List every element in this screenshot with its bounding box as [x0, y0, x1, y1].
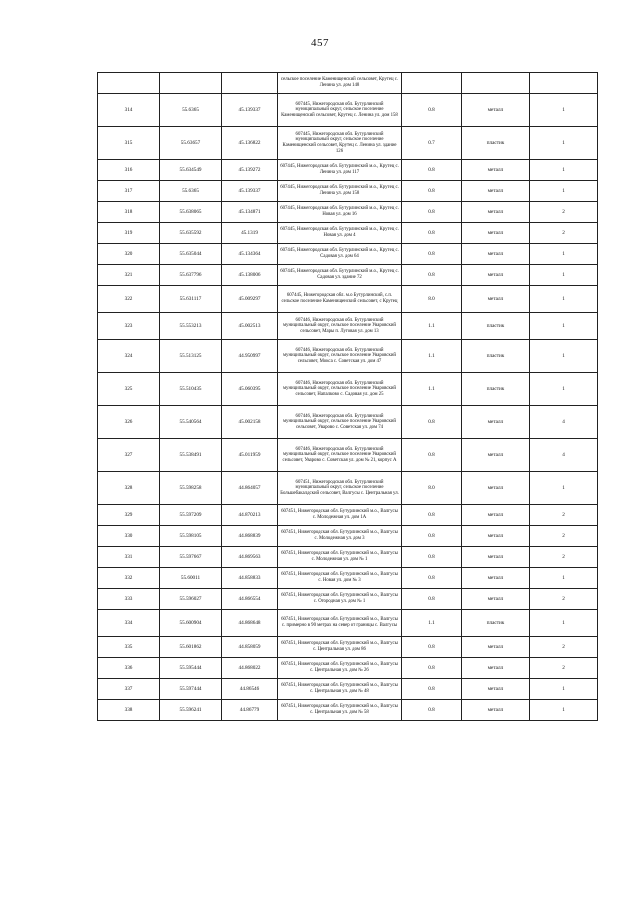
cell-lat: 55.601862 [160, 637, 222, 658]
cell-address: 607451, Нижегородская обл. Бутурлинский м.о., Валгусы с. Новая ул. дом № 3 [278, 568, 402, 589]
cell-count: 1 [530, 244, 598, 265]
cell-lon: 45.138006 [222, 265, 278, 286]
cell-volume: 0.7 [402, 127, 462, 160]
cell-lon: 45.002158 [222, 406, 278, 439]
cell-lat: 55.635592 [160, 223, 222, 244]
cell-num: 333 [98, 589, 160, 610]
table-row [98, 127, 598, 160]
cell-count [530, 73, 598, 94]
cell-lon: 45.1319 [222, 223, 278, 244]
table-row [98, 94, 598, 127]
cell-lat: 55.637796 [160, 265, 222, 286]
cell-num: 338 [98, 700, 160, 721]
cell-address: 607445, Нижегородская обл. Бутурлинский м.о., Крутец с. Новая ул. дом 16 [278, 202, 402, 223]
cell-num: 336 [98, 658, 160, 679]
cell-lat: 55.63657 [160, 127, 222, 160]
cell-volume: 0.8 [402, 160, 462, 181]
cell-lon: 44.868648 [222, 610, 278, 637]
cell-count: 1 [530, 340, 598, 373]
cell-lat: 55.638065 [160, 202, 222, 223]
table-row [98, 526, 598, 547]
cell-volume: 0.8 [402, 547, 462, 568]
cell-address: 607451, Нижегородская обл. Бутурлинский м.о., Валгусы с. примерно в 90 метрах на север от границы с. Валгусы [278, 610, 402, 637]
cell-lat: 55.635044 [160, 244, 222, 265]
cell-num: 321 [98, 265, 160, 286]
cell-count: 2 [530, 202, 598, 223]
cell-lat: 55.597667 [160, 547, 222, 568]
cell-material: металл [462, 658, 530, 679]
page-number: 457 [311, 37, 329, 49]
table-row [98, 244, 598, 265]
cell-lat: 55.596241 [160, 700, 222, 721]
table-row [98, 472, 598, 505]
cell-count: 1 [530, 568, 598, 589]
cell-lon: 44.858059 [222, 637, 278, 658]
cell-num: 337 [98, 679, 160, 700]
cell-volume: 0.8 [402, 94, 462, 127]
cell-volume: 0.8 [402, 181, 462, 202]
cell-lon: 45.139337 [222, 181, 278, 202]
table-row [98, 439, 598, 472]
cell-address: 607446, Нижегородская обл. Бутурлинский муниципальный округ, сельское поселение Уваровский сельсовет, Напалково с. Садовая ул. дом 25 [278, 373, 402, 406]
cell-lon: 44.86546 [222, 679, 278, 700]
table-row [98, 160, 598, 181]
cell-volume: 0.8 [402, 568, 462, 589]
cell-lat: 55.553213 [160, 313, 222, 340]
cell-num: 322 [98, 286, 160, 313]
cell-volume: 0.8 [402, 505, 462, 526]
cell-address: 607445, Нижегородская обл. м.о Бутурлинский, с.п. сельское поселение Каменищенский сельсовет, с Крутец [278, 286, 402, 313]
cell-lon: 44.868022 [222, 658, 278, 679]
cell-material: пластик [462, 127, 530, 160]
cell-volume: 0.8 [402, 406, 462, 439]
cell-count: 2 [530, 526, 598, 547]
cell-lat: 55.600904 [160, 610, 222, 637]
cell-material: пластик [462, 313, 530, 340]
cell-volume: 8.0 [402, 286, 462, 313]
cell-material: металл [462, 439, 530, 472]
cell-num: 315 [98, 127, 160, 160]
cell-num: 334 [98, 610, 160, 637]
cell-address: 607446, Нижегородская обл. Бутурлинский муниципальный округ, сельское поселение Уваровский сельсовет, Мокса с. Советская ул. дом 47 [278, 340, 402, 373]
cell-material: металл [462, 406, 530, 439]
cell-lat: 55.513125 [160, 340, 222, 373]
cell-lon: 45.136822 [222, 127, 278, 160]
cell-lat: 55.597444 [160, 679, 222, 700]
cell-material: металл [462, 202, 530, 223]
cell-num: 330 [98, 526, 160, 547]
table-row [98, 679, 598, 700]
table-row [98, 286, 598, 313]
table-row-continuation [98, 73, 598, 94]
cell-volume: 0.8 [402, 637, 462, 658]
cell-address: 607445, Нижегородская обл. Бутурлинский м.о., Крутец с. Садовая ул. дом 64 [278, 244, 402, 265]
cell-num: 325 [98, 373, 160, 406]
table-row [98, 589, 598, 610]
cell-lon: 44.86779 [222, 700, 278, 721]
cell-count: 1 [530, 94, 598, 127]
table-row [98, 265, 598, 286]
cell-count: 1 [530, 313, 598, 340]
cell-lat: 55.60011 [160, 568, 222, 589]
cell-count: 1 [530, 286, 598, 313]
cell-address: 607445, Нижегородская обл. Бутурлинский муниципальный округ, сельское поселение Каменищенский сельсовет, Крутец с. Ленина ул. дом 158 [278, 94, 402, 127]
cell-volume: 1.1 [402, 340, 462, 373]
cell-lon: 45.002513 [222, 313, 278, 340]
cell-lon: 44.866554 [222, 589, 278, 610]
cell-lat: 55.510435 [160, 373, 222, 406]
cell-material: металл [462, 244, 530, 265]
cell-volume: 0.8 [402, 223, 462, 244]
cell-address: 607446, Нижегородская обл. Бутурлинский муниципальный округ, сельское поселение Уваровский сельсовет, Мары п. Луговая ул. дом 13 [278, 313, 402, 340]
cell-num: 327 [98, 439, 160, 472]
table-row [98, 505, 598, 526]
cell-lon: 45.139337 [222, 94, 278, 127]
cell-lat: 55.631117 [160, 286, 222, 313]
cell-lon: 45.060395 [222, 373, 278, 406]
cell-address: 607445, Нижегородская обл. Бутурлинский муниципальный округ, сельское поселение Каменищенский сельсовет, Крутец с. Ленина ул. здание 126 [278, 127, 402, 160]
cell-num: 335 [98, 637, 160, 658]
cell-material: металл [462, 472, 530, 505]
cell-lon: 44.950997 [222, 340, 278, 373]
cell-num: 316 [98, 160, 160, 181]
cell-volume: 0.8 [402, 202, 462, 223]
cell-material: металл [462, 505, 530, 526]
cell-num [98, 73, 160, 94]
cell-count: 2 [530, 589, 598, 610]
cell-lat: 55.597209 [160, 505, 222, 526]
cell-lat: 55.596027 [160, 589, 222, 610]
cell-count: 1 [530, 265, 598, 286]
cell-count: 2 [530, 223, 598, 244]
cell-lat: 55.540564 [160, 406, 222, 439]
cell-count: 2 [530, 547, 598, 568]
cell-volume: 0.8 [402, 526, 462, 547]
cell-lat: 55.595444 [160, 658, 222, 679]
cell-volume: 0.8 [402, 679, 462, 700]
cell-lat: 55.6365 [160, 94, 222, 127]
table-row [98, 202, 598, 223]
table-row [98, 637, 598, 658]
cell-address: 607446, Нижегородская обл. Бутурлинский муниципальный округ, сельское поселение Уваровский сельсовет, Уварово с. Советская ул. дом № 21, корпус А [278, 439, 402, 472]
cell-count: 1 [530, 700, 598, 721]
cell-address: 607451, Нижегородская обл. Бутурлинский муниципальный округ, сельское поселение Большебакалдский сельсовет, Валгусы с. Центральная ул. [278, 472, 402, 505]
cell-volume: 8.0 [402, 472, 462, 505]
cell-num: 329 [98, 505, 160, 526]
cell-count: 1 [530, 679, 598, 700]
cell-count: 1 [530, 373, 598, 406]
cell-material: металл [462, 265, 530, 286]
table-row [98, 223, 598, 244]
cell-volume [402, 73, 462, 94]
cell-num: 319 [98, 223, 160, 244]
cell-lon: 44.869563 [222, 547, 278, 568]
cell-volume: 0.8 [402, 439, 462, 472]
cell-count: 2 [530, 505, 598, 526]
cell-volume: 1.1 [402, 610, 462, 637]
cell-material: металл [462, 223, 530, 244]
cell-address: 607451, Нижегородская обл. Бутурлинский м.о., Валгусы с. Центральная ул. дом № 48 [278, 679, 402, 700]
table-row [98, 547, 598, 568]
container-sites-table [97, 72, 598, 721]
table-row [98, 313, 598, 340]
cell-material: металл [462, 94, 530, 127]
cell-address: 607445, Нижегородская обл. Бутурлинский м.о., Крутец с. Ленина ул. дом 158 [278, 181, 402, 202]
cell-num: 324 [98, 340, 160, 373]
cell-volume: 1.1 [402, 313, 462, 340]
cell-material: пластик [462, 373, 530, 406]
cell-address: 607451, Нижегородская обл. Бутурлинский м.о., Валгусы с. Центральная ул. дом № 26 [278, 658, 402, 679]
cell-material: металл [462, 160, 530, 181]
cell-address: 607446, Нижегородская обл. Бутурлинский муниципальный округ, сельское поселение Уваровский сельсовет, Уварово с. Советская ул. дом 74 [278, 406, 402, 439]
cell-lon: 45.139272 [222, 160, 278, 181]
cell-lon: 44.864057 [222, 472, 278, 505]
cell-lat: 55.598258 [160, 472, 222, 505]
cell-material: металл [462, 637, 530, 658]
cell-lon: 44.868839 [222, 526, 278, 547]
cell-address: 607445, Нижегородская обл. Бутурлинский м.о., Крутец с. Садовая ул. здание 72 [278, 265, 402, 286]
table-body [98, 73, 598, 721]
cell-address: 607451, Нижегородская обл. Бутурлинский м.о., Валгусы с. Молодежная ул. дом № 1 [278, 547, 402, 568]
cell-lat: 55.598105 [160, 526, 222, 547]
cell-material: пластик [462, 610, 530, 637]
cell-material: пластик [462, 340, 530, 373]
cell-material: металл [462, 526, 530, 547]
cell-lat: 55.538491 [160, 439, 222, 472]
cell-count: 1 [530, 181, 598, 202]
cell-num: 326 [98, 406, 160, 439]
cell-address: сельское поселение Каменищенский сельсовет, Крутец с. Ленина ул. дом 148 [278, 73, 402, 94]
cell-num: 318 [98, 202, 160, 223]
cell-num: 328 [98, 472, 160, 505]
cell-material: металл [462, 700, 530, 721]
cell-address: 607451, Нижегородская обл. Бутурлинский м.о., Валгусы с. Молодежная ул. дом 1А [278, 505, 402, 526]
cell-count: 1 [530, 160, 598, 181]
cell-num: 331 [98, 547, 160, 568]
cell-lon: 44.870213 [222, 505, 278, 526]
table-row [98, 406, 598, 439]
cell-material [462, 73, 530, 94]
cell-lon: 45.011959 [222, 439, 278, 472]
cell-count: 1 [530, 610, 598, 637]
cell-address: 607451, Нижегородская обл. Бутурлинский м.о., Валгусы с. Центральная ул. дом № 58 [278, 700, 402, 721]
cell-count: 2 [530, 658, 598, 679]
cell-material: металл [462, 568, 530, 589]
cell-lat [160, 73, 222, 94]
cell-material: металл [462, 589, 530, 610]
cell-count: 1 [530, 127, 598, 160]
table-row [98, 181, 598, 202]
cell-lon: 44.858833 [222, 568, 278, 589]
cell-volume: 0.8 [402, 589, 462, 610]
table-row [98, 610, 598, 637]
cell-material: металл [462, 286, 530, 313]
cell-address: 607451, Нижегородская обл. Бутурлинский м.о., Валгусы с. Молодежная ул. дом 3 [278, 526, 402, 547]
cell-lat: 55.634549 [160, 160, 222, 181]
cell-material: металл [462, 547, 530, 568]
cell-num: 320 [98, 244, 160, 265]
cell-address: 607451, Нижегородская обл. Бутурлинский м.о., Валгусы с. Центральная ул. дом 86 [278, 637, 402, 658]
cell-num: 332 [98, 568, 160, 589]
cell-material: металл [462, 679, 530, 700]
cell-volume: 0.8 [402, 700, 462, 721]
cell-count: 4 [530, 406, 598, 439]
cell-lon: 45.009297 [222, 286, 278, 313]
cell-lat: 55.6365 [160, 181, 222, 202]
table-row [98, 568, 598, 589]
table-row [98, 373, 598, 406]
cell-lon: 45.134364 [222, 244, 278, 265]
table-row [98, 340, 598, 373]
cell-num: 314 [98, 94, 160, 127]
cell-lon: 45.134871 [222, 202, 278, 223]
cell-count: 2 [530, 637, 598, 658]
cell-lon [222, 73, 278, 94]
cell-address: 607445, Нижегородская обл. Бутурлинский м.о., Крутец с. Ленина ул. дом 117 [278, 160, 402, 181]
cell-count: 1 [530, 472, 598, 505]
table-row [98, 658, 598, 679]
cell-address: 607445, Нижегородская обл. Бутурлинский м.о., Крутец с. Новая ул. дом 4 [278, 223, 402, 244]
cell-volume: 0.8 [402, 658, 462, 679]
cell-count: 4 [530, 439, 598, 472]
cell-num: 317 [98, 181, 160, 202]
table-row [98, 700, 598, 721]
cell-address: 607451, Нижегородская обл. Бутурлинский м.о., Валгусы с. Огородная ул. дом № 1 [278, 589, 402, 610]
cell-num: 323 [98, 313, 160, 340]
cell-material: металл [462, 181, 530, 202]
cell-volume: 0.8 [402, 244, 462, 265]
cell-volume: 0.8 [402, 265, 462, 286]
cell-volume: 1.1 [402, 373, 462, 406]
